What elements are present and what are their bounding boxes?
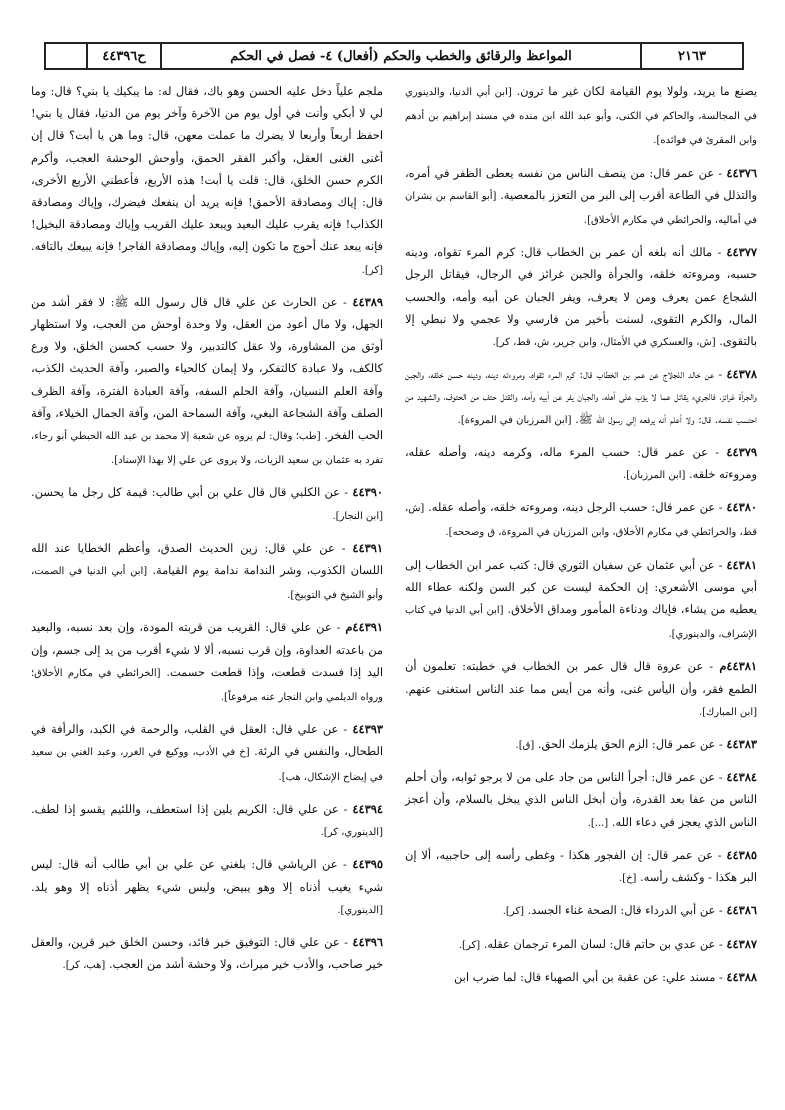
hadith-source: [ق].	[515, 740, 535, 752]
page-number: ٢١٦٣	[640, 44, 742, 68]
right-column	[405, 80, 757, 1102]
page-header	[44, 42, 744, 70]
hadith-text: - عن عمر قال: حسب الرجل دينه، ومروءته خلقه، وأصله عقله.	[428, 500, 723, 515]
hadith-entry	[31, 616, 383, 709]
hadith-source: [أبو القاسم بن بشران في أماليه، والخرائطي في مكارم الأخلاق].	[405, 190, 757, 227]
hadith-text: - عن الكلبي قال قال علي بن أبي طالب: قيمة كل رجل ما يحسن.	[31, 485, 349, 500]
hadith-entry	[405, 241, 757, 354]
hadith-text: - عن علي قال: القريب من قربته المودة، وإن بعد نسبه، والبعيد من باعدته العداوة، وإن قرب نسبه، ألا لا شيء أقرب من يد إلى جسم، وإن اليد إذا فسدت قطعت، وإذا قطعت حسمت.	[31, 620, 384, 679]
hadith-text: يصنع ما يريد، ولولا يوم القيامة لكان غير ما ترون.	[516, 84, 757, 98]
hadith-source: [ابن المبارك].	[698, 706, 757, 718]
hadith-entry	[405, 766, 757, 835]
hadith-entry	[31, 80, 383, 282]
hadith-number: ٤٤٣٩٣	[352, 722, 383, 737]
hadith-range-code: ح٤٤٣٩٦	[86, 44, 160, 68]
hadith-source: [خ في الأدب، ووكيع في الغرر، وعبد الغني بن سعيد في إيضاح الإشكال، هب].	[31, 747, 383, 783]
hadith-entry	[405, 441, 757, 487]
hadith-entry	[405, 733, 757, 757]
two-column-body	[30, 80, 757, 1102]
header-blank-cell	[46, 44, 86, 68]
hadith-entry	[405, 363, 757, 432]
hadith-text: - عن عمر قال: إن الفجور هكذا - وغطى رأسه إلى حاجبيه، ألا إن البر هكذا - وكشف رأسه.	[405, 847, 757, 885]
hadith-number: ٤٤٣٨١م	[719, 659, 758, 674]
hadith-source: [ش، والعسكري في الأمثال، وابن جرير، ش، قط، كر].	[492, 337, 716, 349]
hadith-number: ٤٤٣٨٧	[726, 936, 757, 951]
hadith-text: - مالك أنه بلغه أن عمر بن الخطاب قال: كرم المرء تقواه، ودينه حسبه، ومروءته خلقه، والجرأة والجبن غرائز في الرجال، فيقاتل الرجل الشجاع عمن يعرف ومن لا يعرف، ويفر الجبان عن أبيه وأمه، والحسب المال، والكرم التقوى، لسنت بأخير من فارسي ولا عجمي ولا نبطي إلا بالتقوى.	[405, 245, 757, 349]
hadith-source: [كر].	[502, 906, 524, 918]
hadith-source: [طب؛ وقال: لم يروه عن شعبة إلا محمد بن عبد الله الحبطي أبو رجاء، تفرد به عثمان بن سعيد الزيات، ولا يروى عن علي إلا بهذا الإسناد].	[31, 431, 383, 467]
hadith-source: [ش، قط، والخرائطي في مكارم الأخلاق، وابن المرزبان في المروءة، ق وصححه].	[405, 503, 757, 539]
hadith-entry	[31, 537, 383, 608]
hadith-number: ٤٤٣٨٣	[726, 737, 757, 752]
hadith-text: - عن عدي بن حاتم قال: لسان المرء ترجمان عقله.	[483, 936, 723, 951]
hadith-source: [خ].	[618, 873, 637, 885]
hadith-entry	[31, 931, 383, 977]
hadith-source: [الخرائطي في مكارم الأخلاق؛ ورواه الديلمي وابن النجار عنه مرفوعاً].	[31, 667, 383, 704]
running-title: المواعظ والرقائق والخطب والحكم (أفعال) ٤- فصل في الحكم	[160, 44, 640, 68]
hadith-entry	[31, 798, 383, 844]
hadith-source: [هب، كر].	[62, 960, 106, 972]
left-column	[31, 80, 383, 1102]
hadith-number: ٤٤٣٩٠	[352, 485, 384, 500]
hadith-number: ٤٤٣٩٥	[352, 857, 383, 872]
hadith-text: - عن عمر قال: حسب المرء ماله، وكرمه دينه، وأصله عقله، ومروءته خلقه.	[405, 444, 757, 482]
hadith-text: ملجم علياً دخل عليه الحسن وهو باك، فقال له: ما يبكيك يا بني؟ قال: وما لي لا أبكي وأنت في أول يوم من الآخرة وآخر يوم من الدنيا، فقال يا بني! احفظ أربعاً وأربعا لا يضرك ما عملت معهن، قال: وما هن يا أبت؟ قال إن أغنى الغنى العقل، وأكبر الفقر الحمق، وأوحش الوحشة العجب، وأكرم الكرم حسن الخلق، قال: قلت يا أبت! هذه الأربع، فأعطني الأربع الأخرى، قال: إياك ومصادقة الأحمق! فإنه يريد أن ينفعك فيضرك، وإياك ومصادقة الكذاب! فإنه يقرب عليك البعيد ويبعد عليك القريب وإياك ومصادقة البخيل! فإنه يبعد عنك أحوج ما تكون إليه، وإياك ومصادقة الفاجر! فإنه يبيعك بالتافه.	[31, 84, 383, 254]
hadith-number: ٤٤٣٩٤	[352, 801, 383, 816]
hadith-entry	[405, 966, 757, 988]
hadith-number: ٤٤٣٩٦	[352, 934, 383, 949]
hadith-entry	[31, 718, 383, 789]
hadith-text: - عن علي قال: زين الحديث الصدق، وأعظم الخطايا عند الله اللسان الكذوب، وشر الندامة ندامة يوم القيامة.	[31, 540, 383, 578]
hadith-number: ٤٤٣٩١	[352, 540, 383, 555]
hadith-entry	[31, 853, 383, 922]
hadith-number: ٤٤٣٧٧	[726, 245, 757, 260]
hadith-number: ٤٤٣٧٩	[726, 444, 757, 459]
hadith-text: - عن علي قال: التوفيق خير قائد، وحسن الخلق خير قرين، والعقل خير صاحب، والأدب خير ميراث، ولا وحشة أشد من العجب.	[31, 934, 383, 972]
hadith-text: - عن خالد اللجلاج عن عمر بن الخطاب قال: كرم المرء تقواه، ومروءته دينه، ودينه حسن خلقه، والجبن والجرأة غرائز، فالجريء يقاتل عما لا يؤب على أهله، والجبان يفر عن أبيه وأمه، والقتل حتف من الحتوف، والشهيد من احتسب نفسه. قال: ولا أعلم أنه يرفعه إلى رسول الله ﷺ.	[405, 367, 757, 426]
hadith-source: [كر].	[361, 264, 383, 276]
hadith-source: [ابن أبي الدنيا، والدينوري في المجالسة، والحاكم في الكنى، وأبو عبد الله ابن منده في مسند إبراهيم بن أدهم وابن المقرئ في فوائده].	[405, 87, 757, 147]
hadith-number: ٤٤٣٨٩	[352, 294, 384, 309]
hadith-source: [كر].	[458, 939, 481, 951]
hadith-text: - عن الحارث عن علي قال قال رسول الله ﷺ: لا فقر أشد من الجهل، ولا مال أعود من العقل، ولا وحدة أوحش من العجب، ولا استظهار أوثق من المشاورة، ولا عقل كالتدبير، ولا حسب كحسن الخلق، ولا ورع كالكف، ولا عبادة كالتفكر، ولا إيمان كالحياء والصبر، وآفة الحديث الكذب، وآفة العلم النسيان، وآفة الحلم السفه، وآفة العبادة الفترة، وآفة الظرف الصلف وآفة الشجاعة البغي، وآفة السماحة المن، وآفة الجمال الخيلاء، وآفة الحب الفخر.	[31, 294, 384, 443]
hadith-entry	[405, 496, 757, 544]
hadith-source: [ابن النجار].	[332, 510, 383, 522]
hadith-source: [الدينوري].	[337, 904, 383, 916]
hadith-text: - مسند علي: عن عقبة بن أبي الصهباء قال: لما ضرب ابن	[454, 969, 723, 984]
hadith-number: ٤٤٣٨٠	[726, 500, 757, 515]
hadith-number: ٤٤٣٨٦	[726, 903, 757, 918]
hadith-source: [ابن المرزبان في المروءة].	[457, 414, 572, 426]
hadith-number: ٤٤٣٨١	[726, 557, 757, 572]
hadith-entry	[405, 899, 757, 923]
hadith-entry	[405, 554, 757, 647]
hadith-entry	[405, 933, 757, 957]
hadith-source: [...].	[587, 817, 609, 829]
hadith-text: - عن عمر قال: أجرأ الناس من جاد على من لا يرجو ثوابه، وأن أحلم الناس من عفا بعد القدرة، وأن أبخل الناس الذي يبخل بالسلام، وأن أعجز الناس الذي يعجز في دعاء الله.	[405, 770, 757, 829]
hadith-source: [ابن أبي الدنيا في الصمت، وأبو الشيخ في التوبيخ].	[31, 566, 383, 602]
hadith-number: ٤٤٣٧٨	[726, 367, 757, 382]
hadith-text: - عن علي قال: العقل في القلب، والرحمة في الكبد، والرأفة في الطحال، والنفس في الرئة.	[31, 722, 384, 759]
hadith-source: [ابن المرزبان].	[622, 470, 686, 482]
hadith-text: - عن عمر قال: الزم الحق يلزمك الحق.	[537, 737, 723, 752]
hadith-text: - عن علي قال: الكريم يلين إذا استعطف، واللئيم يقسو إذا لطف.	[31, 801, 348, 816]
hadith-entry	[405, 80, 757, 153]
hadith-entry	[31, 481, 383, 527]
hadith-entry	[405, 162, 757, 233]
hadith-number: ٤٤٣٨٤	[726, 770, 757, 785]
hadith-entry	[405, 844, 757, 890]
hadith-number: ٤٤٣٧٦	[726, 165, 757, 180]
hadith-source: [الدينوري، كر].	[320, 827, 383, 839]
hadith-source: [ابن أبي الدنيا في كتاب الإشراف، والدينوري].	[405, 605, 757, 641]
hadith-text: - عن عمر قال: من ينصف الناس من نفسه يعطى الظفر في أمره، والتذلل في الطاعة أقرب إلى البر من التعزز بالمعصية.	[405, 165, 758, 202]
hadith-entry	[405, 655, 757, 724]
hadith-number: ٤٤٣٩١م	[345, 620, 383, 635]
hadith-entry	[31, 291, 383, 473]
hadith-number: ٤٤٣٨٨	[726, 969, 757, 984]
hadith-text: - عن أبي عثمان عن سفيان الثوري قال: كتب عمر ابن الخطاب إلى أبي موسى الأشعري: إن الحكمة ليست عن كبر السن ولكنه عطاء الله يعطيه من يشاء، فإياك ودناءة المأمور ومداق الأخلاق.	[405, 557, 757, 617]
hadith-text: - عن أبي الدرداء قال: الصحة غناء الجسد.	[527, 903, 723, 918]
hadith-text: - عن الرياشي قال: بلغني عن علي بن أبي طالب أنه قال: ليس شيء يغيب أذناه إلا وهو يبيض، وليس شيء يظهر أذناه إلا وهو يلد.	[31, 857, 383, 894]
hadith-text: - عن عروة قال قال عمر بن الخطاب في خطبته: تعلمون أن الطمع فقر، وأن اليأس غنى، وأنه من أيس مما عند الناس استغنى عنهم.	[405, 659, 757, 696]
hadith-number: ٤٤٣٨٥	[726, 847, 757, 862]
